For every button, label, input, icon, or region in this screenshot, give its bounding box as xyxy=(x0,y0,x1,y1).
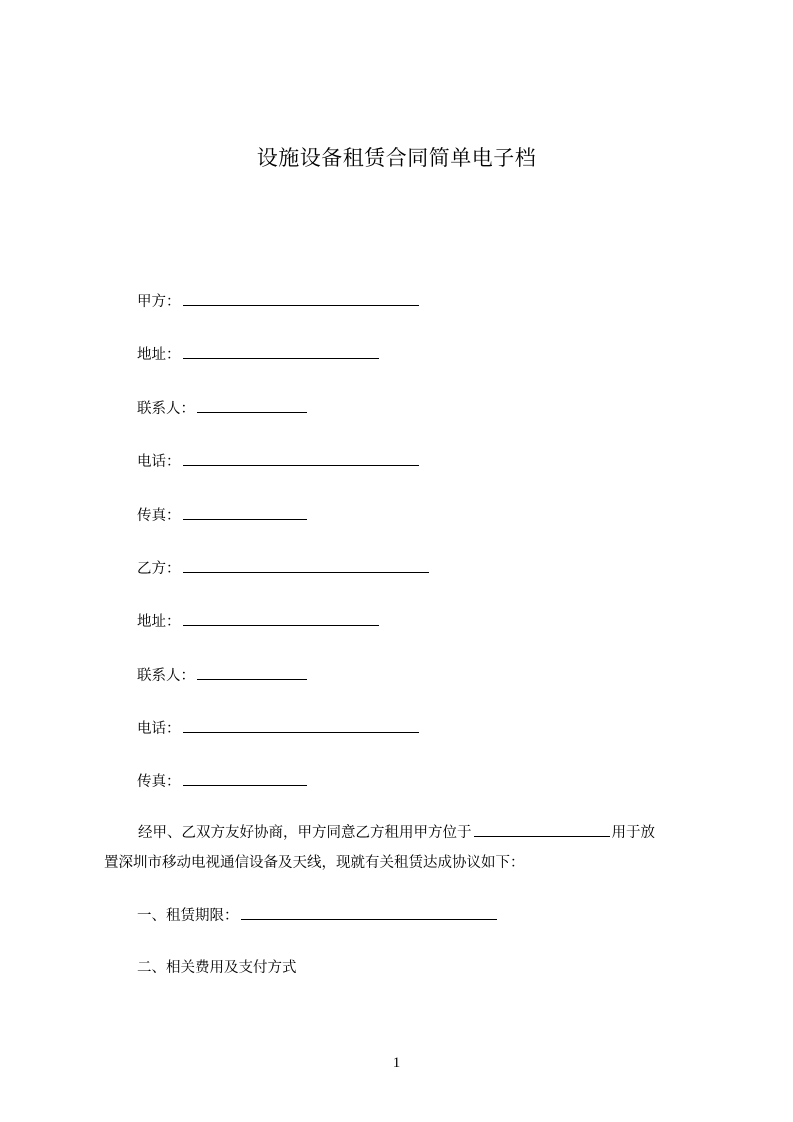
blank-line[interactable] xyxy=(241,905,497,920)
field-label: 电话： xyxy=(137,454,181,470)
section-label: 二、相关费用及支付方式 xyxy=(137,960,297,976)
field-party-a-fax xyxy=(137,505,307,526)
blank-line[interactable] xyxy=(183,611,379,626)
intro-paragraph xyxy=(104,818,704,878)
field-party-b-address xyxy=(137,611,379,632)
field-party-a xyxy=(137,291,419,312)
intro-text-before: 经甲、乙双方友好协商，甲方同意乙方租用甲方位于 xyxy=(138,825,472,841)
section-fees-payment xyxy=(137,958,297,978)
field-label: 联系人： xyxy=(137,668,195,684)
blank-line[interactable] xyxy=(183,291,419,306)
blank-line[interactable] xyxy=(197,665,307,680)
blank-line[interactable] xyxy=(183,505,307,520)
field-label: 联系人： xyxy=(137,401,195,417)
field-label: 乙方： xyxy=(137,561,181,577)
field-party-b-contact xyxy=(137,665,307,686)
blank-line[interactable] xyxy=(183,558,429,573)
blank-line[interactable] xyxy=(183,771,307,786)
field-label: 地址： xyxy=(137,614,181,630)
field-party-b xyxy=(137,558,429,579)
document-title: 设施设备租赁合同简单电子档 xyxy=(256,146,537,170)
location-blank[interactable] xyxy=(474,822,610,837)
blank-line[interactable] xyxy=(183,344,379,359)
field-party-b-fax xyxy=(137,771,307,792)
section-label: 一、租赁期限： xyxy=(137,908,239,924)
intro-line-1 xyxy=(104,818,704,848)
intro-text-after: 用于放 xyxy=(611,825,655,841)
blank-line[interactable] xyxy=(197,398,307,413)
field-party-a-address xyxy=(137,344,379,365)
field-label: 传真： xyxy=(137,774,181,790)
field-party-b-phone xyxy=(137,718,419,739)
page-number: 1 xyxy=(392,1055,401,1071)
field-party-a-contact xyxy=(137,398,307,419)
field-label: 甲方： xyxy=(137,294,181,310)
intro-line-2: 置深圳市移动电视通信设备及天线，现就有关租赁达成协议如下： xyxy=(104,855,525,871)
field-label: 电话： xyxy=(137,721,181,737)
field-label: 地址： xyxy=(137,347,181,363)
field-label: 传真： xyxy=(137,508,181,524)
blank-line[interactable] xyxy=(183,451,419,466)
blank-line[interactable] xyxy=(183,718,419,733)
field-party-a-phone xyxy=(137,451,419,472)
section-lease-term xyxy=(137,905,497,926)
